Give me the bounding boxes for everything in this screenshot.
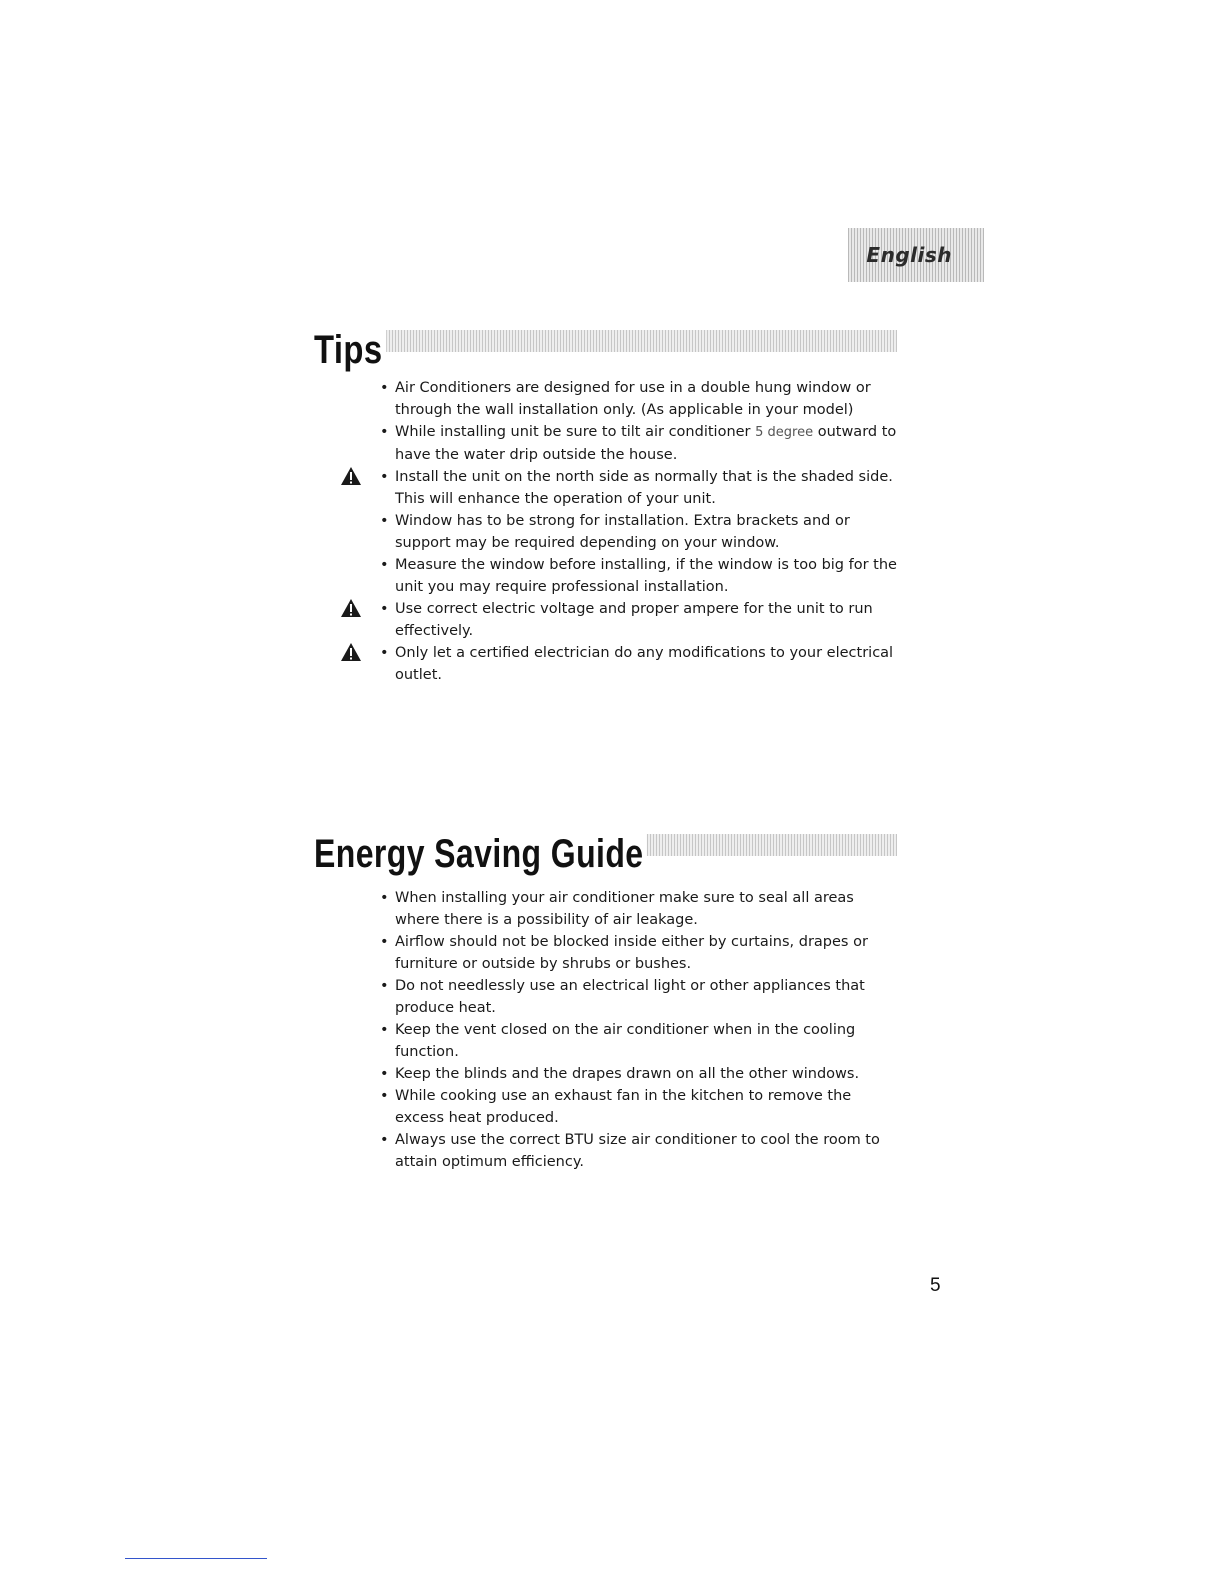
bullet: • bbox=[380, 978, 389, 994]
list-item bbox=[380, 510, 900, 554]
tip-text: Measure the window before installing, if the window is too big for the unit you may require professional installation. bbox=[395, 557, 897, 595]
tip-text-part: outward to have the water drip outside the house. bbox=[395, 424, 897, 463]
bullet: • bbox=[380, 557, 389, 573]
tips-title: Tips bbox=[314, 330, 386, 370]
list-item bbox=[380, 1019, 900, 1063]
bullet: • bbox=[380, 1088, 389, 1104]
language-tab-label: English bbox=[866, 243, 952, 267]
warning-icon bbox=[340, 642, 362, 662]
bullet: • bbox=[380, 934, 389, 950]
warning-icon bbox=[340, 598, 362, 618]
bullet: • bbox=[380, 513, 389, 529]
tips-header-bar bbox=[314, 330, 897, 352]
energy-text: While cooking use an exhaust fan in the kitchen to remove the excess heat produced. bbox=[395, 1088, 852, 1126]
list-item bbox=[380, 466, 900, 510]
energy-text: Airflow should not be blocked inside either by curtains, drapes or furniture or outside by shrubs or bushes. bbox=[395, 934, 868, 972]
list-item bbox=[380, 1129, 900, 1173]
energy-text: Always use the correct BTU size air conditioner to cool the room to attain optimum efficiency. bbox=[395, 1132, 880, 1170]
energy-text: When installing your air conditioner make sure to seal all areas where there is a possibility of air leakage. bbox=[395, 890, 854, 928]
bullet: • bbox=[380, 601, 389, 617]
list-item bbox=[380, 642, 900, 686]
energy-text: Do not needlessly use an electrical light or other appliances that produce heat. bbox=[395, 978, 865, 1016]
energy-title: Energy Saving Guide bbox=[314, 834, 647, 874]
list-item bbox=[380, 887, 900, 931]
tips-list bbox=[380, 377, 900, 686]
list-item bbox=[380, 598, 900, 642]
bullet: • bbox=[380, 469, 389, 485]
bullet: • bbox=[380, 1132, 389, 1148]
tip-text-part: While installing unit be sure to tilt air conditioner bbox=[395, 424, 756, 440]
bottom-rule bbox=[125, 1558, 267, 1559]
tip-text: Window has to be strong for installation. Extra brackets and or support may be required depending on your window. bbox=[395, 513, 850, 551]
language-tab bbox=[848, 228, 984, 282]
list-item bbox=[380, 975, 900, 1019]
tilt-degree: 5 degree bbox=[755, 425, 814, 440]
bullet: • bbox=[380, 645, 389, 661]
bullet: • bbox=[380, 1022, 389, 1038]
list-item bbox=[380, 554, 900, 598]
warning-icon bbox=[340, 466, 362, 486]
tip-text: Use correct electric voltage and proper ampere for the unit to run effectively. bbox=[395, 601, 873, 639]
bullet: • bbox=[380, 1066, 389, 1082]
bullet: • bbox=[380, 424, 389, 440]
list-item bbox=[380, 421, 900, 466]
page-number: 5 bbox=[930, 1275, 941, 1296]
energy-text: Keep the blinds and the drapes drawn on all the other windows. bbox=[395, 1066, 860, 1082]
energy-text: Keep the vent closed on the air conditioner when in the cooling function. bbox=[395, 1022, 856, 1060]
tip-text bbox=[395, 424, 896, 463]
list-item bbox=[380, 377, 900, 421]
bullet: • bbox=[380, 380, 389, 396]
list-item bbox=[380, 1085, 900, 1129]
bullet: • bbox=[380, 890, 389, 906]
tip-text: Air Conditioners are designed for use in a double hung window or through the wall installation only. (As applicable in your model) bbox=[395, 380, 871, 418]
tip-text: Install the unit on the north side as normally that is the shaded side. This will enhance the operation of your unit. bbox=[395, 469, 893, 507]
tip-text: Only let a certified electrician do any modifications to your electrical outlet. bbox=[395, 645, 894, 683]
list-item bbox=[380, 931, 900, 975]
energy-list bbox=[380, 887, 900, 1173]
list-item bbox=[380, 1063, 900, 1085]
